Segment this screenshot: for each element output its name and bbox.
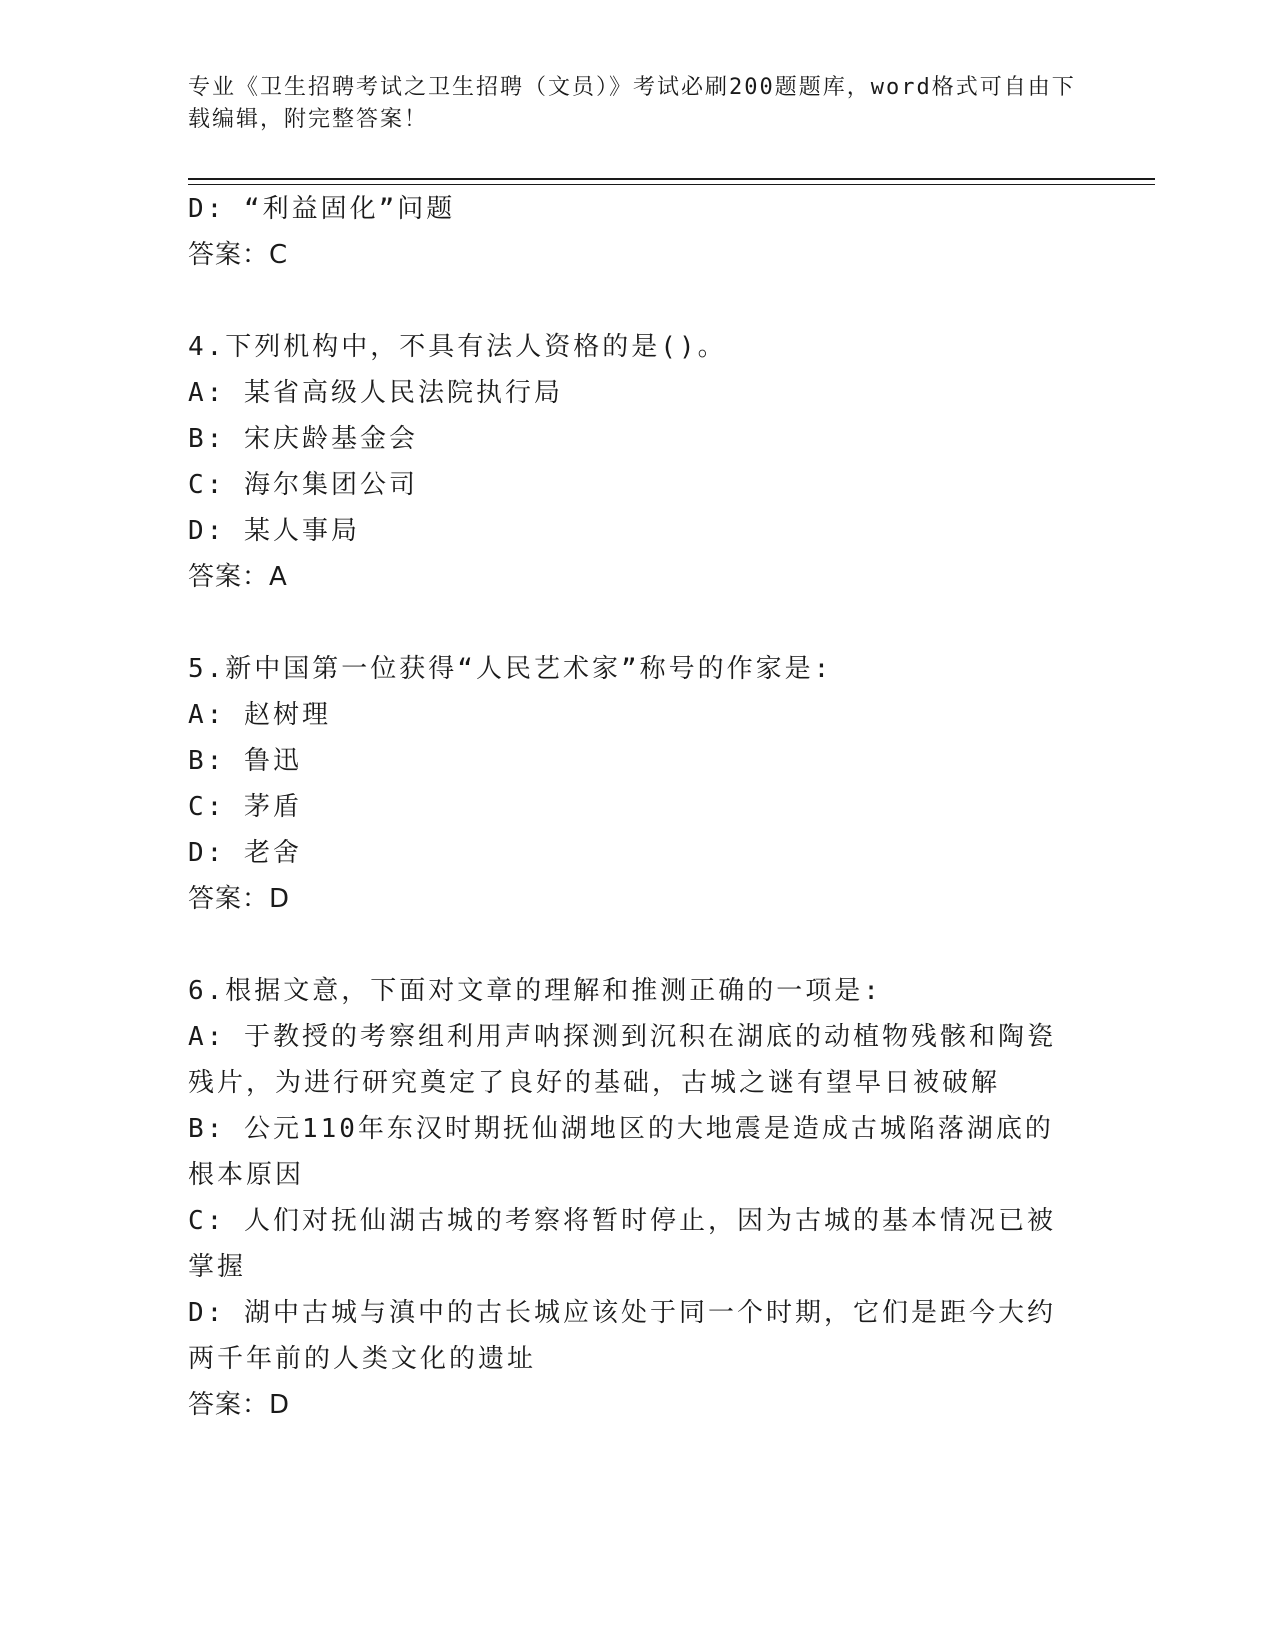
option-c: C: 海尔集团公司 [188, 470, 418, 500]
question-stem: 4.下列机构中，不具有法人资格的是()。 [188, 332, 727, 362]
option-a: A: 赵树理 [188, 700, 331, 730]
question-6 [188, 968, 1078, 1428]
partial-question [188, 186, 1078, 278]
answer-line: 答案：A [188, 562, 288, 592]
answer-line: 答案：C [188, 240, 289, 270]
document-body [188, 186, 1078, 1428]
option-c: C: 人们对抚仙湖古城的考察将暂时停止，因为古城的基本情况已被掌握 [188, 1206, 1056, 1282]
header-divider-thin [188, 184, 1155, 185]
option-d: D: 湖中古城与滇中的古长城应该处于同一个时期，它们是距今大约两千年前的人类文化的遗址 [188, 1298, 1056, 1374]
option-d: D: “利益固化”问题 [188, 194, 456, 224]
option-a: A: 某省高级人民法院执行局 [188, 378, 563, 408]
page-header: 专业《卫生招聘考试之卫生招聘（文员）》考试必刷200题题库，word格式可自由下载编辑，附完整答案！ [188, 75, 1076, 132]
option-a: A: 于教授的考察组利用声呐探测到沉积在湖底的动植物残骸和陶瓷残片，为进行研究奠定了良好的基础，古城之谜有望早日被破解 [188, 1022, 1056, 1098]
option-b: B: 宋庆龄基金会 [188, 424, 418, 454]
answer-line: 答案：D [188, 884, 291, 914]
question-5 [188, 646, 1078, 922]
option-d: D: 某人事局 [188, 516, 360, 546]
question-4 [188, 324, 1078, 600]
question-stem: 5.新中国第一位获得“人民艺术家”称号的作家是: [188, 654, 833, 684]
option-b: B: 公元110年东汉时期抚仙湖地区的大地震是造成古城陷落湖底的根本原因 [188, 1114, 1054, 1190]
header-divider-thick [188, 178, 1155, 180]
option-d: D: 老舍 [188, 838, 302, 868]
option-b: B: 鲁迅 [188, 746, 302, 776]
option-c: C: 茅盾 [188, 792, 302, 822]
question-stem: 6.根据文意，下面对文章的理解和推测正确的一项是: [188, 976, 882, 1006]
answer-line: 答案：D [188, 1390, 291, 1420]
